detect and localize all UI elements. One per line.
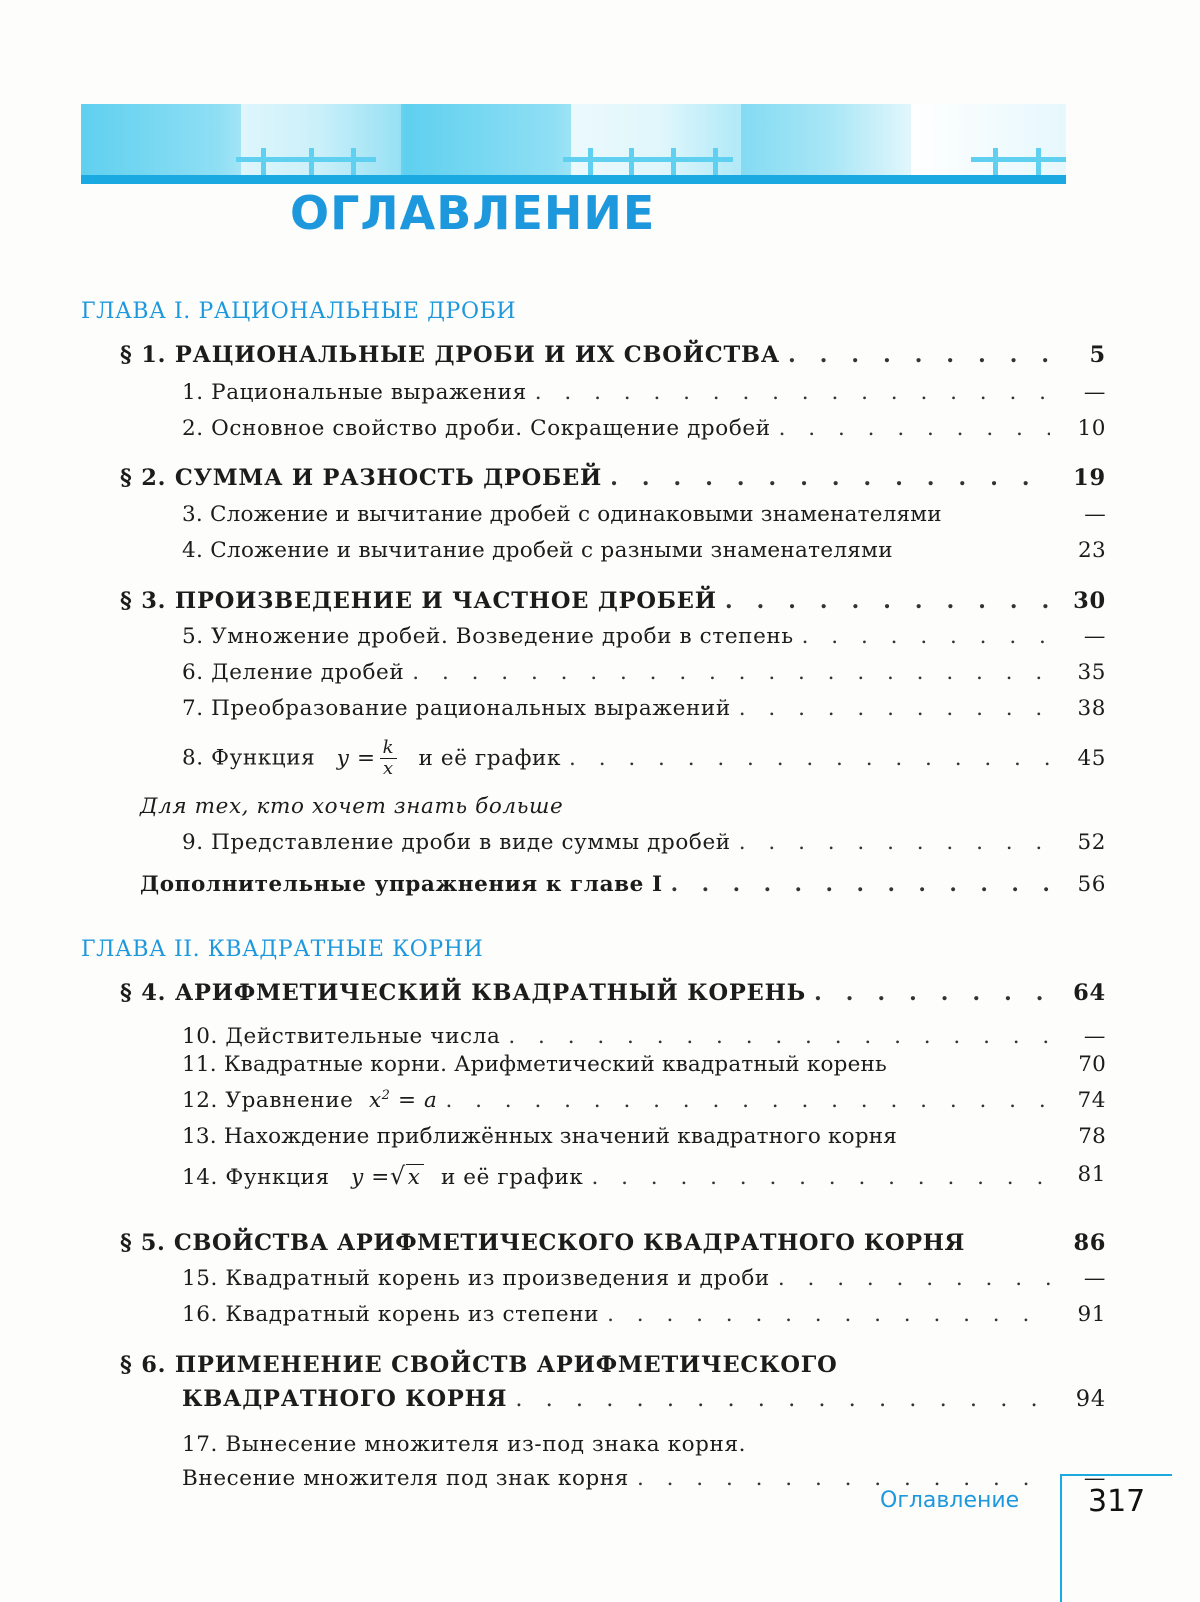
entry-page: 81 [1077,1162,1106,1187]
banner-tick [1036,148,1041,176]
toc-item-14[interactable] [182,1162,1106,1190]
entry-label-text: 8. Функция [182,745,316,771]
banner-tick [713,148,718,176]
extra-heading-text: Для тех, кто хочет знать больше [140,794,564,819]
entry-label [182,1162,583,1190]
fraction-numerator: k [380,738,398,759]
entry-page: — [1084,502,1106,527]
leader-dots [802,624,1050,649]
banner-tick [309,148,314,176]
banner-tick [993,148,998,176]
entry-label: 4. Сложение и вычитание дробей с разными знаменателями [182,538,893,563]
entry-label: 13. Нахождение приближённых значений квадратного корня [182,1124,898,1149]
entry-page: 23 [1078,538,1106,563]
entry-page: 94 [1075,1386,1106,1412]
toc-item-1[interactable] [182,380,1106,405]
entry-label-text: и её график [418,745,562,771]
toc-item-16[interactable] [182,1302,1106,1327]
entry-page: 38 [1077,696,1106,721]
formula-lhs: y = [336,745,376,771]
leader-dots [778,1266,1050,1291]
entry-label-text: и её график [440,1165,584,1190]
toc-item-10[interactable] [182,1024,1106,1049]
toc-additional-exercises[interactable] [140,872,1106,897]
entry-page: 19 [1073,465,1106,491]
leader-dots [725,588,1050,614]
entry-label: 9. Представление дроби в виде суммы дробей [182,830,731,855]
toc-section-6-line1[interactable] [120,1352,1058,1378]
entry-label: § 2. СУММА И РАЗНОСТЬ ДРОБЕЙ [120,465,603,491]
entry-page: 86 [1073,1230,1106,1256]
toc-section-3[interactable] [120,588,1106,614]
toc-item-6[interactable] [182,660,1106,685]
leader-dots [591,1165,1050,1190]
entry-page: 56 [1077,872,1106,897]
header-banner [81,104,1066,184]
entry-page: — [1083,1266,1106,1291]
fraction [380,738,398,779]
entry-page: 74 [1077,1088,1106,1113]
entry-label: § 1. РАЦИОНАЛЬНЫЕ ДРОБИ И ИХ СВОЙСТВА [120,342,780,368]
entry-label: § 6. ПРИМЕНЕНИЕ СВОЙСТВ АРИФМЕТИЧЕСКОГО [120,1352,838,1378]
entry-label-text: 14. Функция [182,1165,330,1190]
banner-tick [629,148,634,176]
toc-section-2[interactable] [120,465,1106,491]
entry-label: Дополнительные упражнения к главе I [140,872,663,897]
leader-dots [671,872,1050,897]
leader-dots [779,416,1050,441]
entry-label [182,738,561,779]
entry-label: 3. Сложение и вычитание дробей с одинаковыми знаменателями [182,502,942,527]
toc-item-2[interactable] [182,416,1106,441]
sqrt-icon: √ [389,1162,406,1190]
entry-page: 64 [1073,980,1106,1006]
toc-item-17-line1[interactable] [182,1432,1058,1457]
leader-dots [569,746,1050,771]
toc-item-15[interactable] [182,1266,1106,1291]
banner-tick [671,148,676,176]
entry-page: 91 [1077,1302,1106,1327]
entry-page: 78 [1078,1124,1106,1149]
leader-dots [610,465,1050,491]
entry-label: 6. Деление дробей [182,660,405,685]
banner-block [911,104,1066,176]
toc-item-12[interactable] [182,1088,1106,1114]
formula-lhs: y = [351,1165,390,1190]
entry-label: 11. Квадратные корни. Арифметический квадратный корень [182,1052,887,1077]
page-number: 317 [1088,1484,1146,1519]
entry-page: — [1083,1466,1106,1491]
toc-section-1[interactable] [120,342,1106,368]
leader-dots [814,980,1050,1006]
entry-label: 2. Основное свойство дроби. Сокращение дробей [182,416,771,441]
chapter-heading: ГЛАВА II. КВАДРАТНЫЕ КОРНИ [81,937,484,962]
banner-tick [588,148,593,176]
extra-heading [140,794,563,819]
entry-label: 7. Преобразование рациональных выражений [182,696,731,721]
toc-item-5[interactable] [182,624,1106,649]
leader-dots [515,1386,1050,1412]
entry-label: 5. Умножение дробей. Возведение дроби в степень [182,624,794,649]
formula-exponent: 2 [381,1088,391,1103]
page-title: ОГЛАВЛЕНИЕ [290,186,656,240]
formula-rest: = a [397,1088,438,1114]
toc-item-11[interactable] [182,1052,1106,1077]
entry-page: 35 [1077,660,1106,685]
leader-dots [445,1088,1050,1113]
entry-label: 1. Рациональные выражения [182,380,527,405]
formula [369,1088,438,1113]
toc-item-13[interactable] [182,1124,1106,1149]
toc-item-8[interactable] [182,737,1106,779]
entry-label: § 3. ПРОИЗВЕДЕНИЕ И ЧАСТНОЕ ДРОБЕЙ [120,588,717,614]
toc-section-5[interactable] [120,1230,1106,1256]
entry-label: § 4. АРИФМЕТИЧЕСКИЙ КВАДРАТНЫЙ КОРЕНЬ [120,980,806,1006]
entry-label: 16. Квадратный корень из степени [182,1302,600,1327]
fraction-denominator: x [382,758,394,779]
toc-item-3[interactable] [182,502,1106,527]
entry-label-text: 12. Уравнение [182,1088,354,1114]
entry-label [182,1088,437,1113]
entry-label: 10. Действительные числа [182,1024,501,1049]
sqrt-argument: x [406,1164,424,1190]
banner-rail [971,157,1066,162]
formula-base: x [368,1088,382,1114]
banner-underline [81,175,1066,184]
entry-page: — [1083,1024,1106,1049]
entry-page: 5 [1089,342,1106,368]
entry-label: Внесение множителя под знак корня [182,1466,629,1491]
toc-item-9[interactable] [182,830,1106,855]
entry-label: КВАДРАТНОГО КОРНЯ [182,1386,508,1412]
leader-dots [412,660,1050,685]
entry-page: 30 [1073,588,1106,614]
banner-tick [351,148,356,176]
entry-page: — [1083,380,1106,405]
chapter-heading: ГЛАВА I. РАЦИОНАЛЬНЫЕ ДРОБИ [81,299,517,324]
entry-page: 45 [1077,746,1106,771]
running-footer: Оглавление [880,1488,1020,1513]
leader-dots [535,380,1050,405]
entry-label: 15. Квадратный корень из произведения и дроби [182,1266,770,1291]
leader-dots [739,696,1050,721]
banner-tick [261,148,266,176]
entry-page: 10 [1077,416,1106,441]
leader-dots [739,830,1050,855]
entry-label: § 5. СВОЙСТВА АРИФМЕТИЧЕСКОГО КВАДРАТНОГО КОРНЯ [120,1230,965,1256]
leader-dots [607,1302,1050,1327]
toc-section-4[interactable] [120,980,1106,1006]
toc-section-6-line2[interactable] [182,1386,1106,1412]
entry-page: 52 [1077,830,1106,855]
entry-page: 70 [1078,1052,1106,1077]
toc-item-4[interactable] [182,538,1106,563]
entry-label: 17. Вынесение множителя из-под знака корня. [182,1432,747,1457]
leader-dots [788,342,1050,368]
toc-item-7[interactable] [182,696,1106,721]
entry-page: — [1083,624,1106,649]
leader-dots [508,1024,1050,1049]
